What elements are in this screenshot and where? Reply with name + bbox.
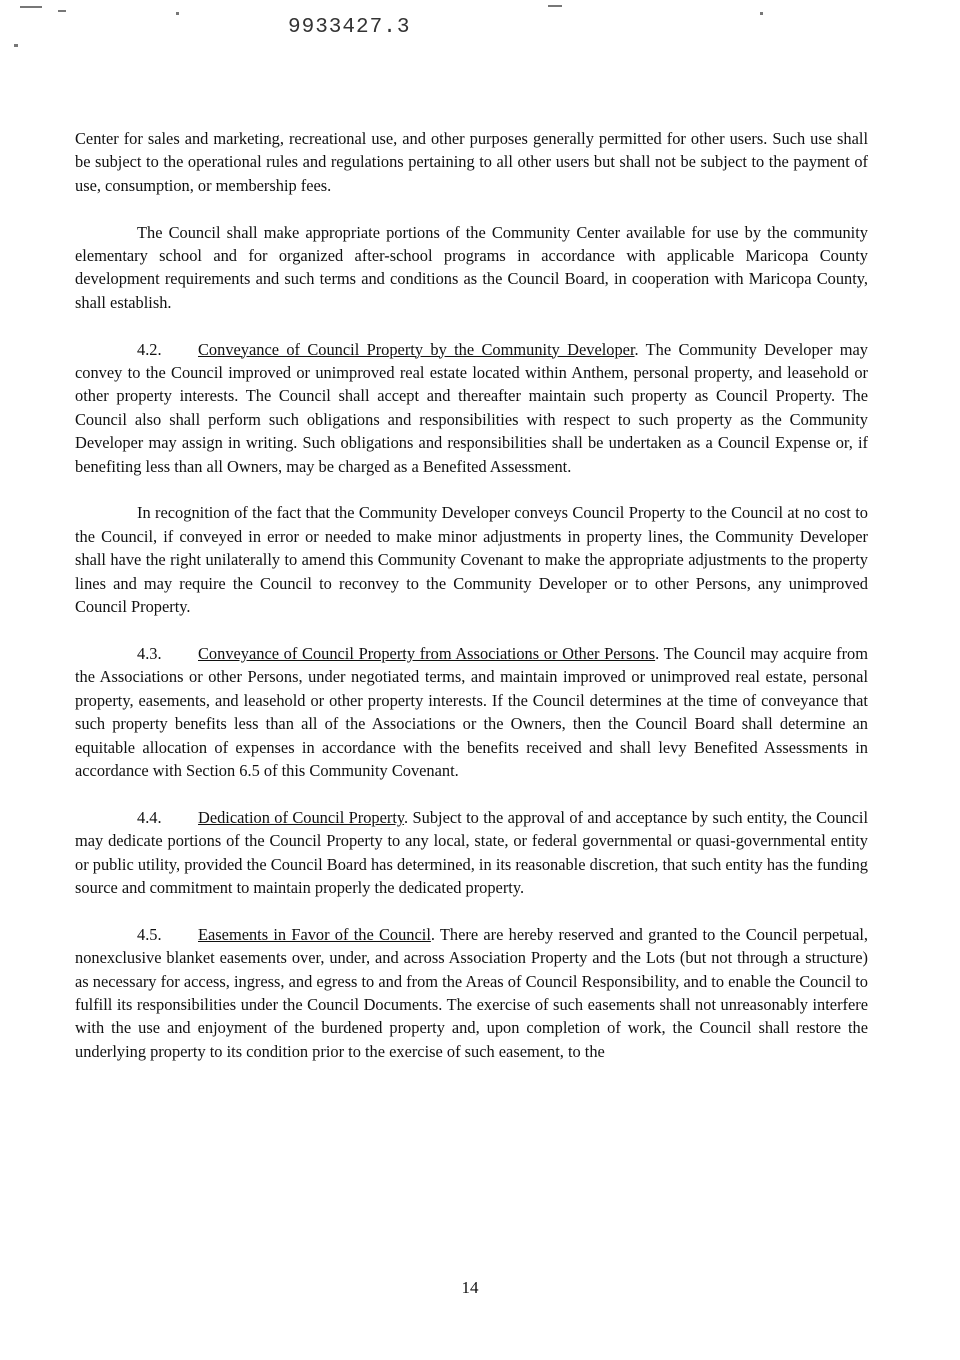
section-4-4 bbox=[75, 806, 868, 900]
paragraph-1 bbox=[75, 127, 868, 197]
paragraph-2 bbox=[75, 221, 868, 315]
paragraph-text: The Council shall make appropriate portions of the Community Center available for use by the community elementary school and for organized after-school programs in accordance with applicable Maricopa County development requirements and such terms and conditions as the Council Board, in cooperation with Maricopa County, shall establish. bbox=[75, 222, 868, 312]
section-4-3 bbox=[75, 642, 868, 782]
document-number: 9933427.3 bbox=[288, 16, 411, 39]
section-title: Conveyance of Council Property by the Community Developer bbox=[198, 339, 635, 359]
scan-speck bbox=[176, 12, 179, 15]
scan-speck bbox=[760, 12, 763, 15]
section-number: 4.4. bbox=[137, 807, 162, 827]
section-title: Easements in Favor of the Council bbox=[198, 924, 431, 944]
paragraph-4 bbox=[75, 501, 868, 618]
document-body bbox=[75, 127, 868, 1087]
scan-speck bbox=[58, 10, 66, 12]
page-number: 14 bbox=[461, 1278, 479, 1297]
paragraph-text: . The Community Developer may convey to the Council improved or unimproved real estate located within Anthem, personal property, and leasehold or other property interests. The Council shall accept and thereafter maintain such property as Council Property. The Council also shall perform such obligations and responsibilities with respect to such property as the Community Developer may assign in writing. Such obligations and responsibilities shall be undertaken as a Council Expense or, if benefiting less than all Owners, may be charged as a Benefited Assessment. bbox=[75, 339, 868, 476]
section-title: Dedication of Council Property bbox=[198, 807, 405, 827]
paragraph-text: . Subject to the approval of and acceptance by such entity, the Council may dedicate portions of the Council Property to any local, state, or federal governmental or quasi-governmental entity or public utility, provided the Council Board has determined, in its reasonable discretion, that such entity has the funding source and commitment to maintain properly the dedicated property. bbox=[75, 807, 869, 897]
section-title: Conveyance of Council Property from Associations or Other Persons bbox=[198, 643, 656, 663]
section-4-5 bbox=[75, 923, 868, 1063]
paragraph-text: Center for sales and marketing, recreational use, and other purposes generally permitted for other users. Such use shall be subject to the operational rules and regulations pertaining to all other users but shall not be subject to the payment of use, consumption, or membership fees. bbox=[75, 129, 868, 195]
section-number: 4.5. bbox=[137, 924, 162, 944]
section-number: 4.2. bbox=[137, 339, 162, 359]
scan-speck bbox=[14, 44, 18, 47]
paragraph-text: . The Council may acquire from the Associations or other Persons, under negotiated terms, and maintain improved or unimproved real estate, personal property, easements, and leasehold or other property interests. If the Council determines at the time of conveyance that such property benefits less than all of the Associations or the Owners, then the Council Board shall determine an equitable allocation of expenses in accordance with the benefits received and shall levy Benefited Assessments in accordance with Section 6.5 of this Community Covenant. bbox=[75, 643, 868, 780]
scan-speck bbox=[20, 6, 42, 8]
paragraph-text: . There are hereby reserved and granted to the Council perpetual, nonexclusive blanket easements over, under, and across Association Property and the Lots (but not through a structure) as necessary for access, ingress, and egress to and from the Areas of Council Responsibility, and to enable the Council to fulfill its responsibilities under the Council Documents. The exercise of such easements shall not unreasonably interfere with the use and enjoyment of the burdened property and, upon completion of work, the Council shall restore the underlying property to its condition prior to the exercise of such easement, to the bbox=[75, 924, 868, 1061]
scan-speck bbox=[548, 5, 562, 7]
section-number: 4.3. bbox=[137, 643, 162, 663]
section-4-2 bbox=[75, 338, 868, 478]
paragraph-text: In recognition of the fact that the Community Developer conveys Council Property to the Council at no cost to the Council, if conveyed in error or needed to make minor adjustments in property lines, the Community Developer shall have the right unilaterally to amend this Community Covenant to make the appropriate adjustments to the property lines and may require the Council to reconvey to the Community Developer or to other Persons, any unimproved Council Property. bbox=[75, 503, 868, 617]
